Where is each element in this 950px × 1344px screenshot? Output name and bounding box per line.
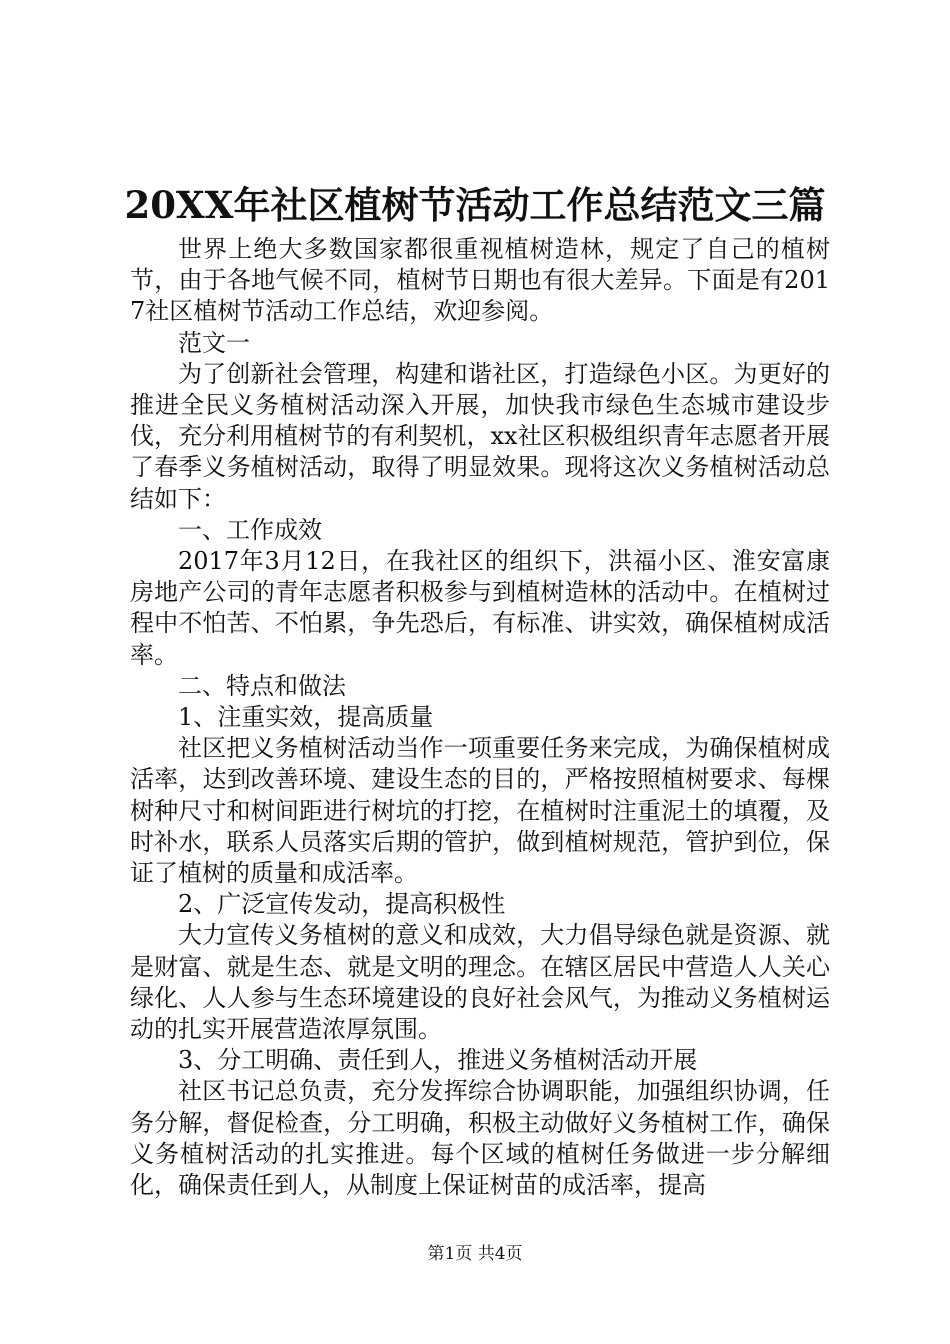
paragraph-responsibility: 社区书记总负责，充分发挥综合协调职能，加强组织协调，任务分解，督促检查，分工明确，积极主动做好义务植树工作，确保义务植树活动的扎实推进。每个区域的植树任务做进一步分解细化，确保责任到人，从制度上保证树苗的成活率，提高: [130, 1077, 830, 1200]
paragraph-heading-features: 二、特点和做法: [178, 671, 346, 700]
document-title: 20XX年社区植树节活动工作总结范文三篇: [124, 183, 826, 227]
paragraph-heading-sample-one: 范文一: [178, 328, 250, 357]
paragraph-quality: 社区把义务植树活动当作一项重要任务来完成，为确保植树成活率，达到改善环境、建设生态的目的，严格按照植树要求、每棵树种尺寸和树间距进行树坑的打挖，在植树时注重泥土的填覆，及时补水，联系人员落实后期的管护，做到植树规范，管护到位，保证了植树的质量和成活率。: [130, 734, 830, 888]
paragraph-heading-results: 一、工作成效: [178, 515, 322, 544]
paragraph-overview: 为了创新社会管理，构建和谐社区，打造绿色小区。为更好的推进全民义务植树活动深入开展，加快我市绿色生态城市建设步伐，充分利用植树节的有利契机，xx社区积极组织青年志愿者开展了春季义务植树活动，取得了明显效果。现将这次义务植树活动总结如下：: [130, 359, 830, 513]
paragraph-subheading-2: 2、广泛宣传发动，提高积极性: [178, 890, 506, 919]
paragraph-subheading-3: 3、分工明确、责任到人，推进义务植树活动开展: [178, 1046, 698, 1075]
paragraph-subheading-1: 1、注重实效，提高质量: [178, 703, 434, 732]
paragraph-publicity: 大力宣传义务植树的意义和成效，大力倡导绿色就是资源、就是财富、就是生态、就是文明的理念。在辖区居民中营造人人关心绿化、人人参与生态环境建设的良好社会风气，为推动义务植树运动的扎实开展营造浓厚氛围。: [130, 921, 830, 1044]
paragraph-intro: 世界上绝大多数国家都很重视植树造林，规定了自己的植树节，由于各地气候不同，植树节日期也有很大差异。下面是有2017社区植树节活动工作总结，欢迎参阅。: [130, 235, 830, 326]
document-body: [130, 234, 830, 1201]
paragraph-results: 2017年3月12日，在我社区的组织下，洪福小区、淮安富康房地产公司的青年志愿者积极参与到植树造林的活动中。在植树过程中不怕苦、不怕累，争先恐后，有标准、讲实效，确保植树成活率。: [130, 547, 830, 669]
page-footer: 第1页 共4页: [427, 1244, 523, 1264]
